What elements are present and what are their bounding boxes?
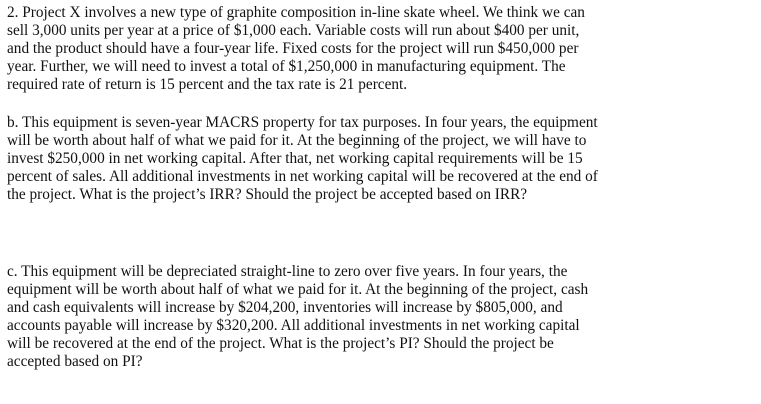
text-line: accepted based on PI? xyxy=(7,353,143,370)
text-line: sell 3,000 units per year at a price of $1,000 each. Variable costs will run about $400 per unit, xyxy=(7,22,580,39)
text-line: will be worth about half of what we paid for it. At the beginning of the project, we will have to xyxy=(7,132,587,149)
text-line: percent of sales. All additional investments in net working capital will be recovered at the end of xyxy=(7,168,598,185)
text-line: required rate of return is 15 percent and the tax rate is 21 percent. xyxy=(7,76,408,93)
text-line: year. Further, we will need to invest a total of $1,250,000 in manufacturing equipment. The xyxy=(7,58,566,75)
text-line: c. This equipment will be depreciated straight-line to zero over five years. In four years, the xyxy=(7,263,568,280)
text-line: invest $250,000 in net working capital. After that, net working capital requirements will be 15 xyxy=(7,150,583,167)
text-line: b. This equipment is seven-year MACRS property for tax purposes. In four years, the equipment xyxy=(7,114,598,131)
text-line: and cash equivalents will increase by $204,200, inventories will increase by $805,000, and xyxy=(7,299,563,316)
text-line: and the product should have a four-year life. Fixed costs for the project will run $450,000 per xyxy=(7,40,579,57)
text-line: 2. Project X involves a new type of graphite composition in-line skate wheel. We think we can xyxy=(7,4,585,21)
text-line: accounts payable will increase by $320,200. All additional investments in net working capital xyxy=(7,317,580,334)
text-line: equipment will be worth about half of what we paid for it. At the beginning of the project, cash xyxy=(7,281,589,298)
text-line: the project. What is the project’s IRR? Should the project be accepted based on IRR? xyxy=(7,186,528,203)
text-line: will be recovered at the end of the project. What is the project’s PI? Should the project be xyxy=(7,335,554,352)
